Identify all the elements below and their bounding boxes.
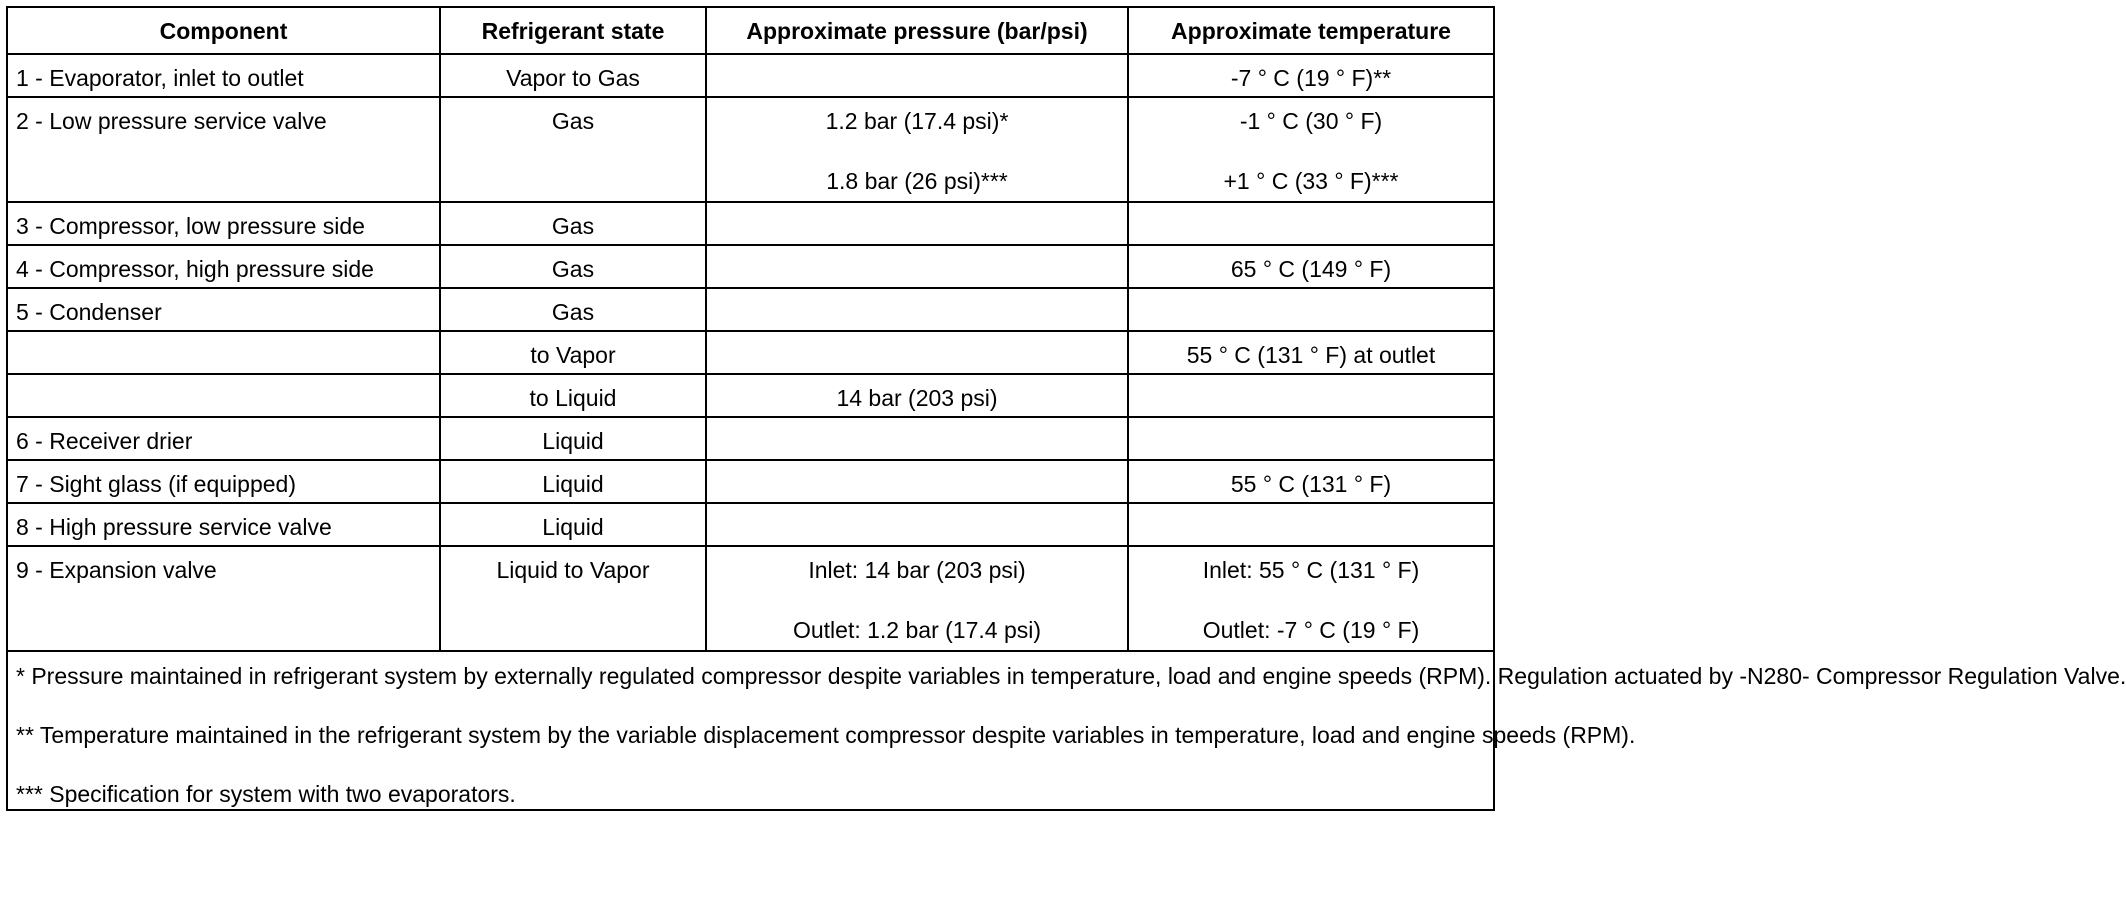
table-row — [7, 202, 1494, 245]
table-row — [7, 374, 1494, 417]
table-row — [7, 54, 1494, 97]
component-cell — [7, 331, 440, 374]
state-cell: to Liquid — [440, 374, 706, 417]
header-approximate-temperature: Approximate temperature — [1128, 7, 1494, 54]
temperature-cell: 65 ° C (149 ° F) — [1128, 245, 1494, 288]
pressure-cell — [706, 245, 1128, 288]
table-row — [7, 288, 1494, 331]
pressure-cell — [706, 460, 1128, 503]
state-cell: Liquid to Vapor — [440, 546, 706, 651]
footnote-pressure: * Pressure maintained in refrigerant system by externally regulated compressor despite variables in temperature, load and engine speeds (RPM). Regulation actuated by -N280- Compressor Regulation Valve. — [16, 663, 2126, 689]
header-approximate-pressure: Approximate pressure (bar/psi) — [706, 7, 1128, 54]
header-refrigerant-state: Refrigerant state — [440, 7, 706, 54]
component-cell: 6 - Receiver drier — [7, 417, 440, 460]
table-row — [7, 503, 1494, 546]
temperature-cell: 55 ° C (131 ° F) at outlet — [1128, 331, 1494, 374]
pressure-cell — [706, 97, 1128, 202]
table-row — [7, 245, 1494, 288]
pressure-cell: 14 bar (203 psi) — [706, 374, 1128, 417]
footnotes-cell — [7, 651, 2126, 810]
temperature-cell: -7 ° C (19 ° F)** — [1128, 54, 1494, 97]
pressure-cell — [706, 202, 1128, 245]
table-row — [7, 546, 1494, 651]
pressure-value-alt: 1.8 bar (26 psi)*** — [826, 168, 1008, 194]
component-cell: 9 - Expansion valve — [7, 546, 440, 651]
pressure-cell — [706, 417, 1128, 460]
state-cell: Liquid — [440, 503, 706, 546]
footnote-two-evaporators: *** Specification for system with two evaporators. — [16, 781, 516, 807]
component-cell: 4 - Compressor, high pressure side — [7, 245, 440, 288]
temperature-value: Inlet: 55 ° C (131 ° F) — [1202, 557, 1420, 583]
pressure-cell — [706, 288, 1128, 331]
pressure-cell — [706, 546, 1128, 651]
refrigerant-spec-table — [6, 6, 2126, 811]
component-cell: 3 - Compressor, low pressure side — [7, 202, 440, 245]
table-row — [7, 97, 1494, 202]
table-row — [7, 460, 1494, 503]
state-cell: Gas — [440, 202, 706, 245]
notes-row — [7, 651, 1494, 810]
temperature-value-alt: +1 ° C (33 ° F)*** — [1223, 168, 1399, 194]
header-row — [7, 7, 1494, 54]
temperature-cell: 55 ° C (131 ° F) — [1128, 460, 1494, 503]
temperature-cell — [1128, 417, 1494, 460]
state-cell: Vapor to Gas — [440, 54, 706, 97]
state-cell: Liquid — [440, 417, 706, 460]
component-cell — [7, 374, 440, 417]
component-cell: 7 - Sight glass (if equipped) — [7, 460, 440, 503]
component-cell: 5 - Condenser — [7, 288, 440, 331]
table-row — [7, 417, 1494, 460]
temperature-cell — [1128, 202, 1494, 245]
pressure-cell — [706, 503, 1128, 546]
temperature-value-alt: Outlet: -7 ° C (19 ° F) — [1202, 617, 1420, 643]
pressure-value: Inlet: 14 bar (203 psi) — [808, 557, 1026, 583]
pressure-cell — [706, 54, 1128, 97]
header-component: Component — [7, 7, 440, 54]
state-cell: to Vapor — [440, 331, 706, 374]
temperature-cell — [1128, 503, 1494, 546]
temperature-cell — [1128, 546, 1494, 651]
component-cell: 2 - Low pressure service valve — [7, 97, 440, 202]
temperature-cell — [1128, 288, 1494, 331]
state-cell: Gas — [440, 245, 706, 288]
pressure-value-alt: Outlet: 1.2 bar (17.4 psi) — [792, 617, 1041, 643]
component-cell: 1 - Evaporator, inlet to outlet — [7, 54, 440, 97]
component-cell: 8 - High pressure service valve — [7, 503, 440, 546]
state-cell: Gas — [440, 288, 706, 331]
pressure-cell — [706, 331, 1128, 374]
table-row — [7, 331, 1494, 374]
temperature-value: -1 ° C (30 ° F) — [1239, 108, 1383, 134]
state-cell: Gas — [440, 97, 706, 202]
temperature-cell — [1128, 374, 1494, 417]
footnote-temperature: ** Temperature maintained in the refrigerant system by the variable displacement compressor despite variables in temperature, load and engine speeds (RPM). — [16, 722, 1636, 748]
pressure-value: 1.2 bar (17.4 psi)* — [825, 108, 1009, 134]
state-cell: Liquid — [440, 460, 706, 503]
temperature-cell — [1128, 97, 1494, 202]
